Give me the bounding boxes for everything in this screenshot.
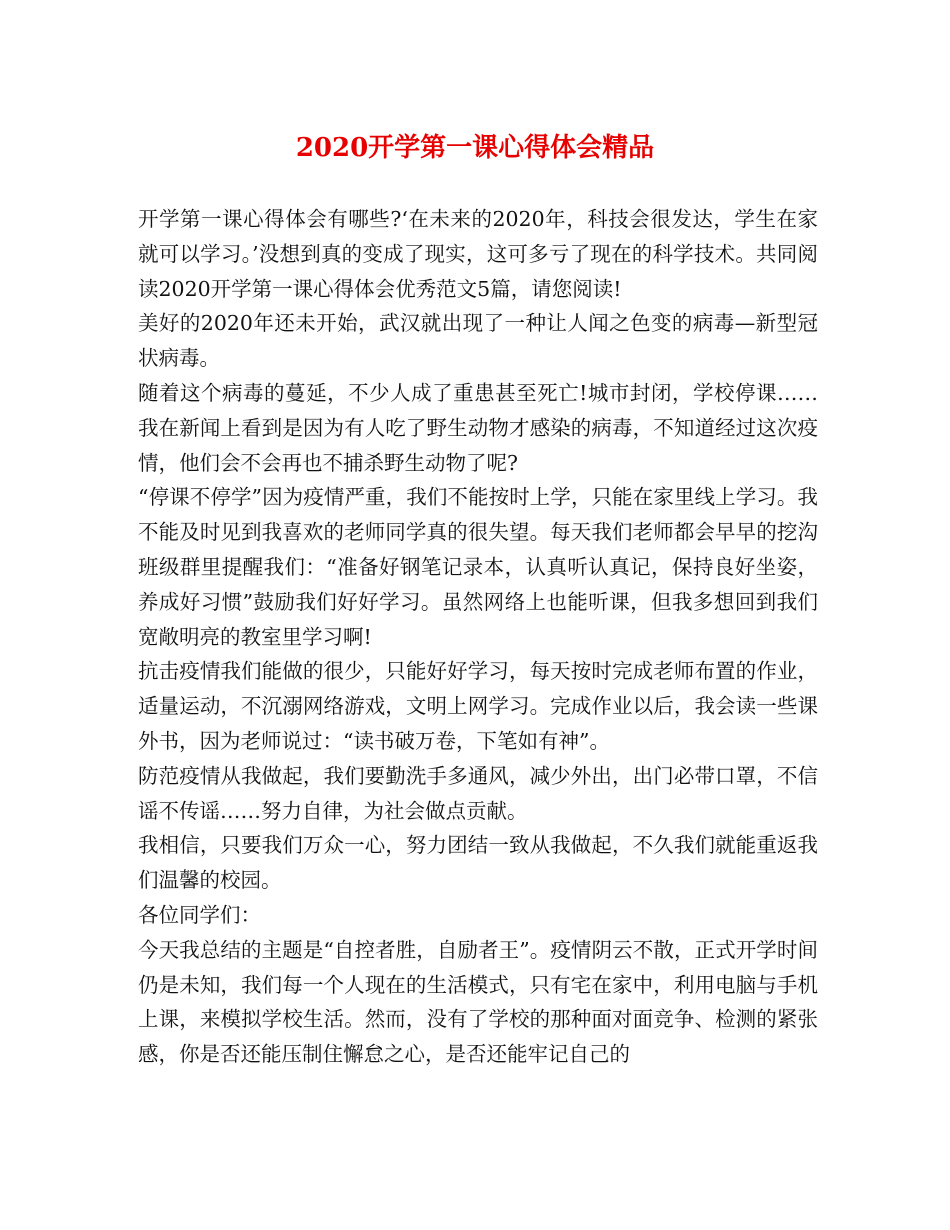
document-body: [138, 202, 818, 1072]
paragraph-virus: 美好的2020年还未开始，武汉就出现了一种让人闻之色变的病毒—新型冠状病毒。: [138, 311, 818, 371]
paragraph-fight-epidemic: 抗击疫情我们能做的很少，只能好好学习，每天按时完成老师布置的作业，适量运动，不沉溺网络游戏，文明上网学习。完成作业以后，我会读一些课外书，因为老师说过：“读书破万卷，下笔如有神”。: [138, 659, 818, 753]
paragraph-self-control: 今天我总结的主题是“自控者胜，自励者王”。疫情阴云不散，正式开学时间仍是未知，我们每一个人现在的生活模式，只有宅在家中，利用电脑与手机上课，来模拟学校生活。然而，没有了学校的那种面对面竞争、检测的紧张感，你是否还能压制住懈怠之心，是否还能牢记自己的: [138, 937, 818, 1067]
page-title: 2020开学第一课心得体会精品: [295, 133, 655, 163]
paragraph-spread: 随着这个病毒的蔓延，不少人成了重患甚至死亡!城市封闭，学校停课……我在新闻上看到是因为有人吃了野生动物才感染的病毒，不知道经过这次疫情，他们会不会再也不捕杀野生动物了呢?: [138, 380, 818, 475]
paragraph-greeting: 各位同学们：: [138, 902, 261, 927]
paragraph-intro: 开学第一课心得体会有哪些?‘在未来的2020年，科技会很发达，学生在家就可以学习。’没想到真的变成了现实，这可多亏了现在的科学技术。共同阅读2020开学第一课心得体会优秀范文5篇，请您阅读!: [138, 207, 818, 301]
paragraph-prevention: 防范疫情从我做起，我们要勤洗手多通风，减少外出，出门必带口罩，不信谣不传谣……努力自律，为社会做点贡献。: [138, 763, 818, 823]
paragraph-belief: 我相信，只要我们万众一心，努力团结一致从我做起，不久我们就能重返我们温馨的校园。: [138, 833, 818, 893]
paragraph-online-study: “停课不停学”因为疫情严重，我们不能按时上学，只能在家里线上学习。我不能及时见到我喜欢的老师同学真的很失望。每天我们老师都会早早的挖沟班级群里提醒我们：“准备好钢笔记录本，认真听认真记，保持良好坐姿，养成好习惯”鼓励我们好好学习。虽然网络上也能听课，但我多想回到我们宽敞明亮的教室里学习啊!: [138, 485, 818, 649]
